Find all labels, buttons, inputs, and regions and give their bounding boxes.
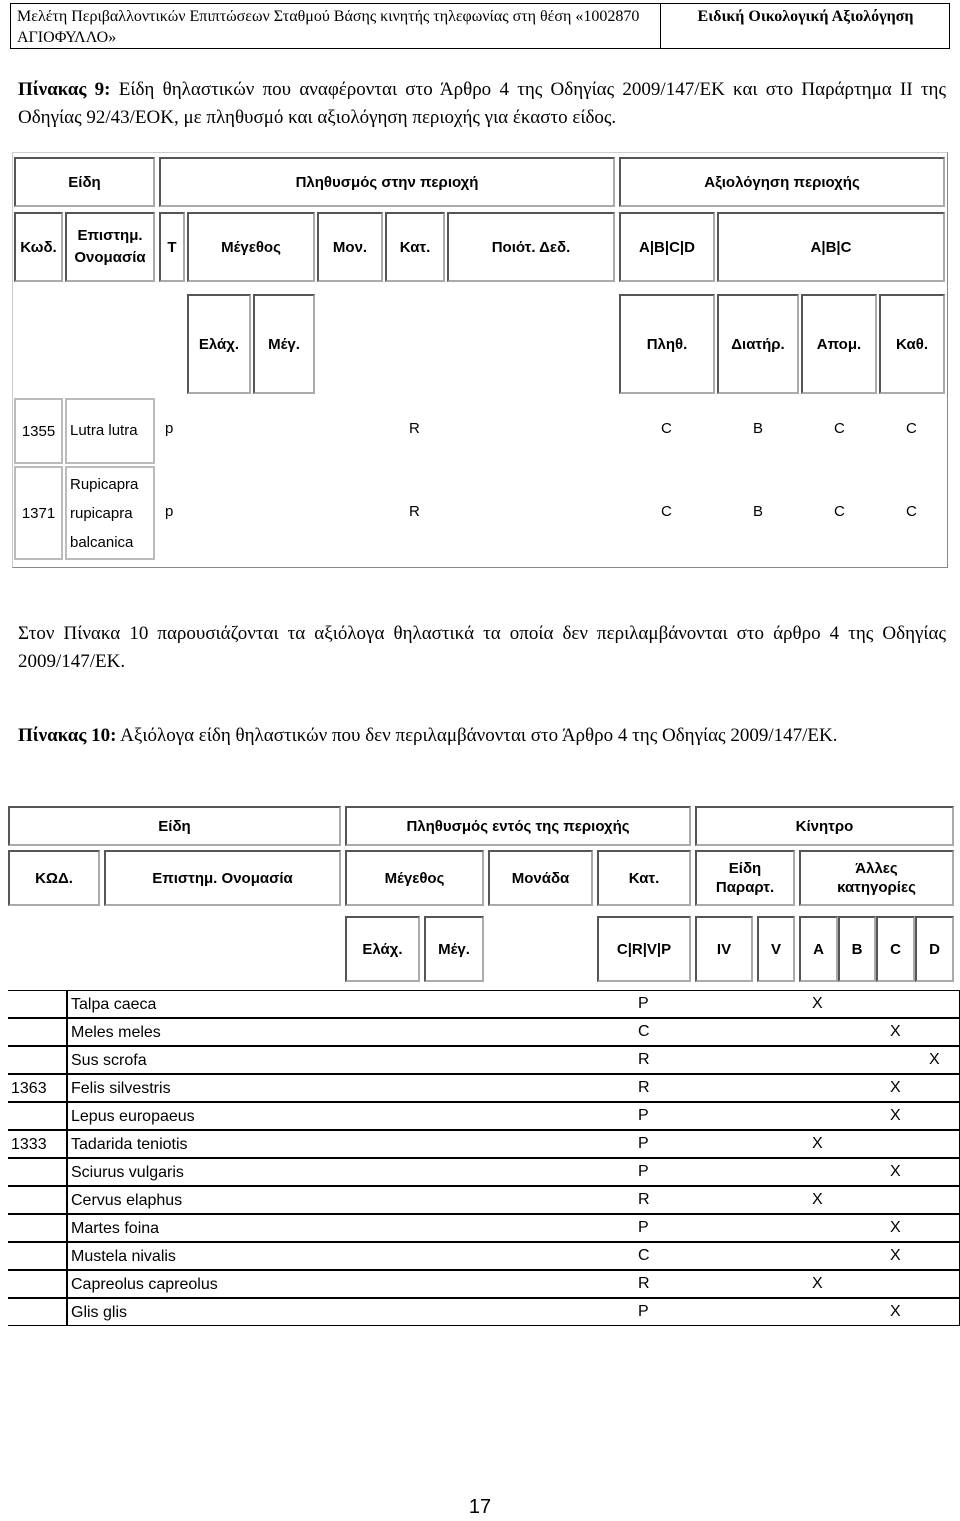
table10-cell-name: Talpa caeca: [67, 990, 960, 1018]
table10-cell-category: P: [638, 1163, 649, 1180]
table10-cell-category: C: [638, 1247, 650, 1264]
table10-cell-code: [8, 1102, 67, 1130]
table10-cell-category: C: [638, 1023, 650, 1040]
table9-row2-type: p: [165, 503, 174, 520]
table10-col-category: Κατ.: [597, 850, 691, 906]
table9-row2-global: C: [906, 503, 917, 520]
table9-row1-category: R: [409, 420, 420, 437]
table9-row1-conservation: B: [753, 420, 764, 437]
table-row: [0, 1270, 960, 1298]
table10-cell-name: Felis silvestris: [67, 1074, 960, 1102]
table10-cell-name: Cervus elaphus: [67, 1186, 960, 1214]
table10-cell-code: [8, 1018, 67, 1046]
table10-cell-code: [8, 1298, 67, 1326]
table10-cell-name: Tadarida teniotis: [67, 1130, 960, 1158]
table10-group-population: Πληθυσμός εντός της περιοχής: [345, 806, 691, 846]
table9-sub-population: Πληθ.: [619, 294, 715, 394]
table10-cell-code: [8, 1270, 67, 1298]
table10-cell-mark: X: [890, 1247, 901, 1264]
table10-cell-code: [8, 1046, 67, 1074]
table9-col-unit: Μον.: [317, 212, 383, 282]
table9-row2-conservation: B: [753, 503, 764, 520]
table-row: [0, 1130, 960, 1158]
table10-cell-mark: X: [812, 995, 823, 1012]
table10-cell-mark: X: [890, 1163, 901, 1180]
table-row: [0, 1298, 960, 1326]
table10-group-species: Είδη: [8, 806, 341, 846]
table9-col-abcd: A|B|C|D: [619, 212, 715, 282]
table9-caption: [18, 76, 946, 132]
table10-cell-name: Martes foina: [67, 1214, 960, 1242]
table10-sub-d: D: [915, 916, 954, 982]
table10-cell-category: P: [638, 995, 649, 1012]
table9-col-category: Κατ.: [385, 212, 445, 282]
table10-col-size: Μέγεθος: [345, 850, 484, 906]
table-row: [0, 1074, 960, 1102]
table10-sub-iv: IV: [695, 916, 753, 982]
table10-sub-v: V: [757, 916, 795, 982]
table-row: [0, 1214, 960, 1242]
page-number: 17: [468, 1496, 492, 1518]
table9-group-species: Είδη: [14, 157, 155, 207]
table10-sub-max: Μέγ.: [424, 916, 484, 982]
table10-cell-code: [8, 990, 67, 1018]
table9-row1-global: C: [906, 420, 917, 437]
table10-col-unit: Μονάδα: [488, 850, 593, 906]
table10-cell-code: 1363: [8, 1074, 67, 1102]
table9-row2-code: 1371: [14, 466, 63, 560]
table9-row2-isolation: C: [834, 503, 845, 520]
table10-cell-category: P: [638, 1135, 649, 1152]
table9-col-size: Μέγεθος: [187, 212, 315, 282]
table10-sub-crvp: C|R|V|P: [597, 916, 691, 982]
page-header: [10, 3, 950, 49]
table10-cell-code: [8, 1242, 67, 1270]
table10-col-annex: Είδη Παραρτ.: [695, 850, 795, 906]
table9-row2-category: R: [409, 503, 420, 520]
table-row: [0, 1158, 960, 1186]
table-row: [0, 1186, 960, 1214]
table10-cell-code: [8, 1186, 67, 1214]
table10-cell-mark: X: [890, 1303, 901, 1320]
table9-caption-label: Πίνακας 9:: [18, 79, 111, 100]
table10-caption: [18, 722, 946, 750]
table10-cell-category: R: [638, 1079, 650, 1096]
table9-col-code: Κωδ.: [14, 212, 63, 282]
table10-col-other: Άλλες κατηγορίες: [799, 850, 954, 906]
table9-row1-name: Lutra lutra: [65, 398, 155, 464]
table10-cell-name: Lepus europaeus: [67, 1102, 960, 1130]
table9-group-population: Πληθυσμός στην περιοχή: [159, 157, 615, 207]
table10-cell-name: Glis glis: [67, 1298, 960, 1326]
table10-sub-c: C: [876, 916, 915, 982]
table9-sub-conservation: Διατήρ.: [717, 294, 799, 394]
table-row: [0, 1102, 960, 1130]
table9-sub-global: Καθ.: [879, 294, 945, 394]
table10-cell-mark: X: [812, 1275, 823, 1292]
table10-cell-category: P: [638, 1303, 649, 1320]
table9-group-assessment: Αξιολόγηση περιοχής: [619, 157, 945, 207]
table10-cell-mark: X: [890, 1023, 901, 1040]
table9-col-abc: A|B|C: [717, 212, 945, 282]
table-row: [0, 1242, 960, 1270]
table9-col-name: Επιστημ. Ονομασία: [65, 212, 155, 282]
table10-cell-mark: X: [812, 1191, 823, 1208]
table10-cell-mark: X: [929, 1051, 940, 1068]
table10-cell-mark: X: [890, 1079, 901, 1096]
table9-sub-max: Μέγ.: [253, 294, 315, 394]
table10-cell-code: 1333: [8, 1130, 67, 1158]
table10-cell-mark: X: [890, 1107, 901, 1124]
table10-sub-b: B: [838, 916, 876, 982]
table9-caption-text: Είδη θηλαστικών που αναφέρονται στο Άρθρο 4 της Οδηγίας 2009/147/ΕΚ και στο Παράρτημα ΙΙ της Οδηγίας 92/43/ΕΟΚ, με πληθυσμό και αξιολόγηση περιοχής για έκαστο είδος.: [18, 79, 947, 128]
table10-cell-name: Sciurus vulgaris: [67, 1158, 960, 1186]
table10-cell-category: R: [638, 1051, 650, 1068]
table-row: [0, 1018, 960, 1046]
table10-sub-min: Ελάχ.: [345, 916, 420, 982]
table9-row1-isolation: C: [834, 420, 845, 437]
table10-cell-name: Meles meles: [67, 1018, 960, 1046]
table10-cell-code: [8, 1214, 67, 1242]
table10-col-name: Επιστημ. Ονομασία: [104, 850, 341, 906]
table9-row1-type: p: [165, 420, 174, 437]
table9-row2-name: Rupicapra rupicapra balcanica: [65, 466, 155, 560]
table10-col-code: ΚΩΔ.: [8, 850, 100, 906]
table10-cell-category: P: [638, 1107, 649, 1124]
body-paragraph: Στον Πίνακα 10 παρουσιάζονται τα αξιόλογα θηλαστικά τα οποία δεν περιλαμβάνονται στο άρθρο 4 της Οδηγίας 2009/147/ΕΚ.: [18, 623, 946, 672]
table10-sub-a: A: [799, 916, 838, 982]
table9-row1-code: 1355: [14, 398, 63, 464]
table10-cell-mark: X: [890, 1219, 901, 1236]
table10-cell-name: Mustela nivalis: [67, 1242, 960, 1270]
table10-cell-mark: X: [812, 1135, 823, 1152]
table10-caption-label: Πίνακας 10:: [18, 725, 117, 746]
table9-row2-population: C: [661, 503, 672, 520]
table10-group-motivation: Κίνητρο: [695, 806, 954, 846]
table10-cell-category: P: [638, 1219, 649, 1236]
header-document-title: Μελέτη Περιβαλλοντικών Επιπτώσεων Σταθμού Βάσης κινητής τηλεφωνίας στη θέση «1002870 ΑΓΙΟΦΥΛΛΟ»: [11, 4, 661, 48]
table9-sub-isolation: Απομ.: [801, 294, 877, 394]
table10-cell-name: Capreolus capreolus: [67, 1270, 960, 1298]
table10-cell-name: Sus scrofa: [67, 1046, 960, 1074]
header-section-title: Ειδική Οικολογική Αξιολόγηση: [697, 8, 914, 25]
table9-sub-min: Ελάχ.: [187, 294, 251, 394]
table9-col-quality: Ποιότ. Δεδ.: [447, 212, 615, 282]
table9-col-type: T: [159, 212, 185, 282]
table10-caption-text: Αξιόλογα είδη θηλαστικών που δεν περιλαμβάνονται στο Άρθρο 4 της Οδηγίας 2009/147/ΕΚ.: [120, 725, 838, 746]
table10-cell-category: R: [638, 1191, 650, 1208]
table-row: [0, 990, 960, 1018]
table9-row1-population: C: [661, 420, 672, 437]
table10-cell-category: R: [638, 1275, 650, 1292]
table10-cell-code: [8, 1158, 67, 1186]
table-row: [0, 1046, 960, 1074]
